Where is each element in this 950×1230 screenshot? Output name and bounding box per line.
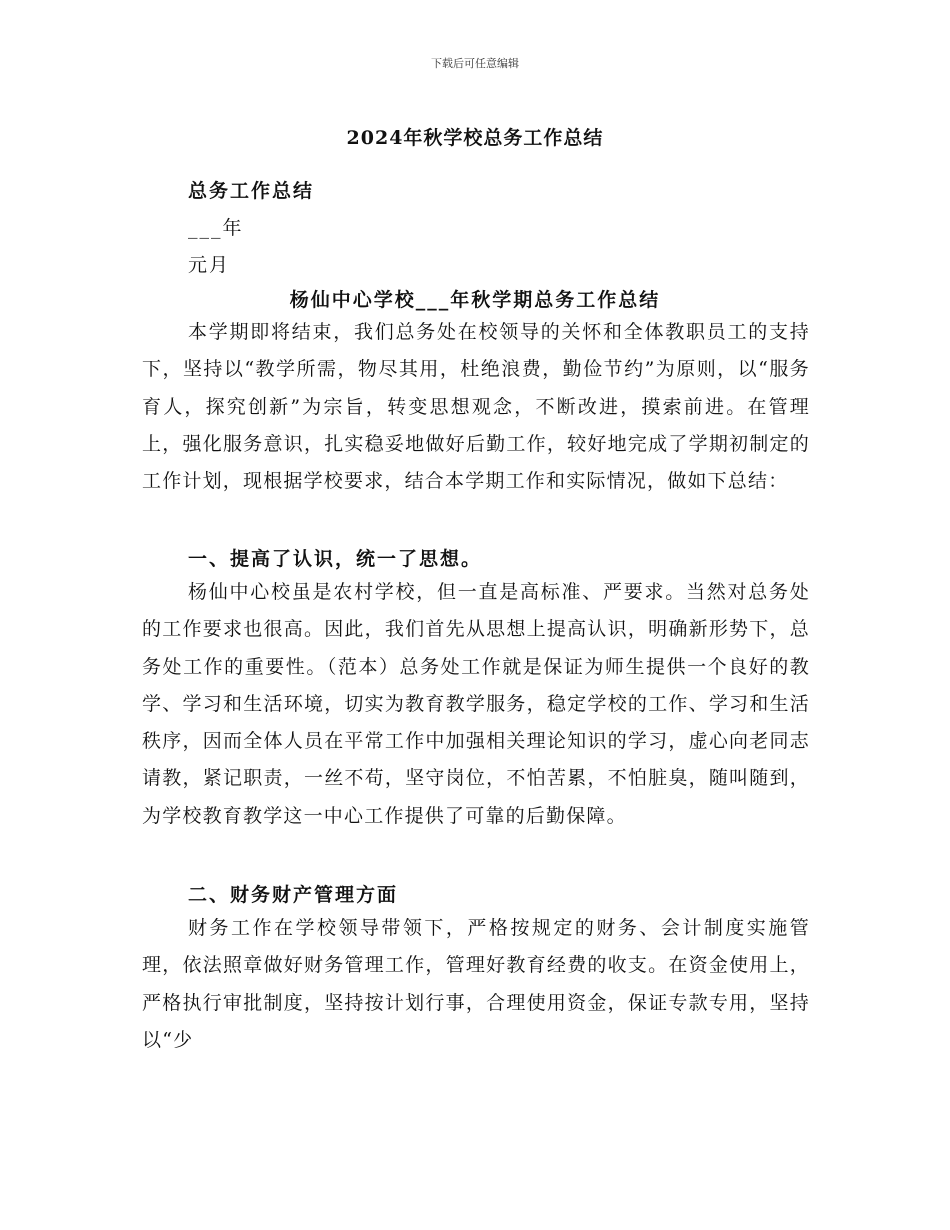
paragraph-2: 财务工作在学校领导带领下，严格按规定的财务、会计制度实施管理，依法照章做好财务管理工作，管理好教育经费的收支。在资金使用上，严格执行审批制度，坚持按计划行事，合理使用资金，保证专款专用，坚持以“少: [142, 917, 810, 1051]
summary-subtitle: 杨仙中心学校___年秋学期总务工作总结: [289, 289, 661, 311]
heading-1: 一、提高了认识，统一了思想。: [188, 548, 483, 570]
document-title: 2024年秋学校总务工作总结: [346, 127, 604, 149]
date-line-year: ___年: [188, 217, 244, 239]
date-line-month: 元月: [188, 254, 231, 276]
section-label: 总务工作总结: [188, 180, 315, 202]
heading-2: 二、财务财产管理方面: [188, 884, 399, 906]
header-note: 下载后可任意编辑: [431, 57, 519, 70]
paragraph-1: 杨仙中心校虽是农村学校，但一直是高标准、严要求。当然对总务处的工作要求也很高。因此，我们首先从思想上提高认识，明确新形势下，总务处工作的重要性。（范本）总务处工作就是保证为师生提供一个良好的教学、学习和生活环境，切实为教育教学服务，稳定学校的工作、学习和生活秩序，因而全体人员在平常工作中加强相关理论知识的学习，虚心向老同志请教，紧记职责，一丝不苟，坚守岗位，不怕苦累，不怕脏臭，随叫随到，为学校教育教学这一中心工作提供了可靠的后勤保障。: [142, 581, 810, 827]
intro-paragraph: 本学期即将结束，我们总务处在校领导的关怀和全体教职员工的支持下，坚持以“教学所需，物尽其用，杜绝浪费，勤俭节约”为原则，以“服务育人，探究创新”为宗旨，转变思想观念，不断改进，摸索前进。在管理上，强化服务意识，扎实稳妥地做好后勤工作，较好地完成了学期初制定的工作计划，现根据学校要求，结合本学期工作和实际情况，做如下总结：: [142, 321, 810, 493]
